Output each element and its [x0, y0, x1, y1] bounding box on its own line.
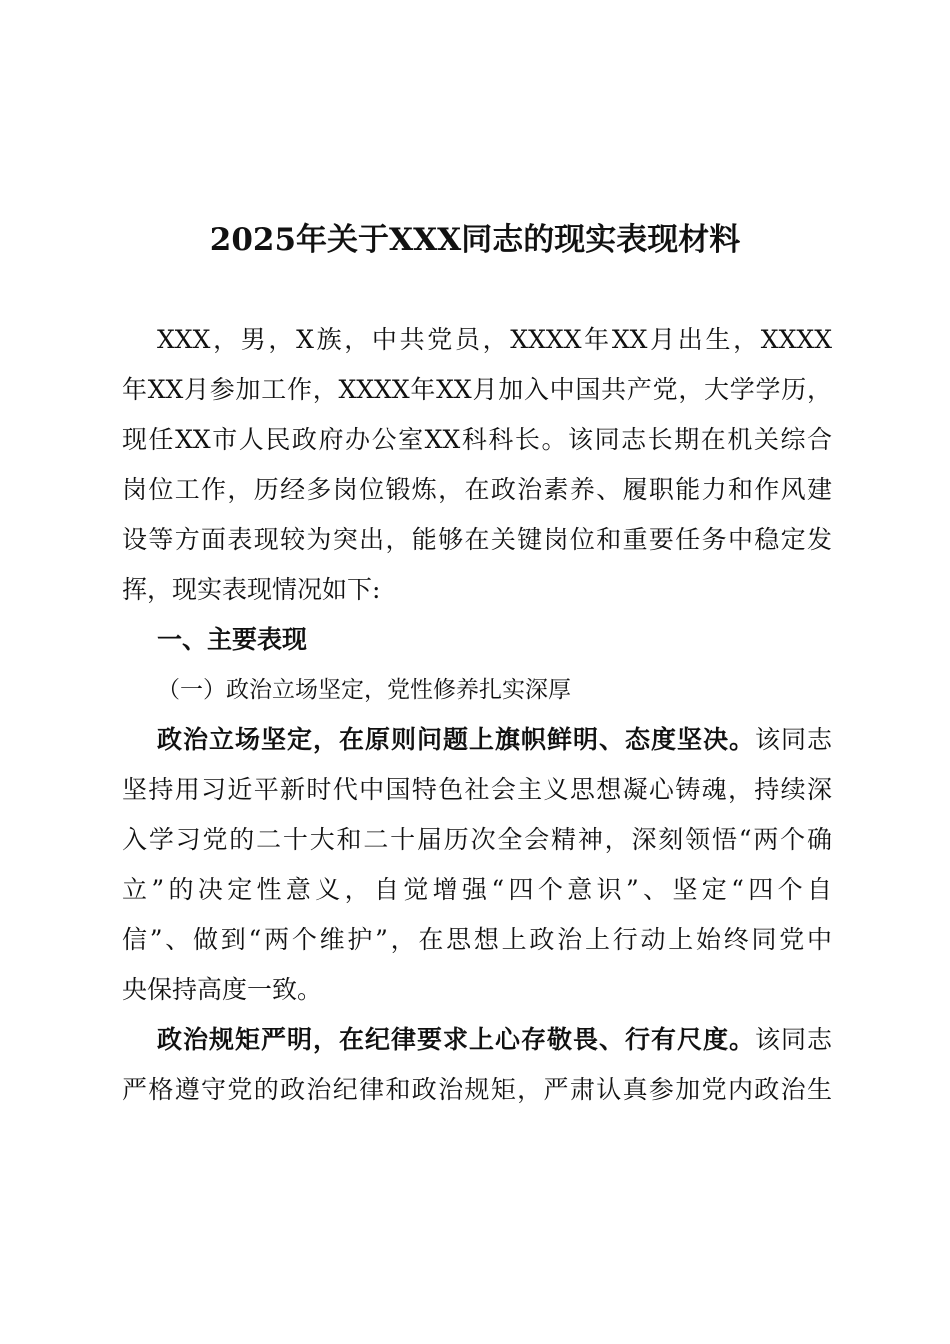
text-line: 严格遵守党的政治纪律和政治规矩，严肃认真参加党内政治生: [122, 1075, 832, 1104]
text-line: [157, 715, 832, 765]
paragraph-political-stance: [122, 715, 832, 1015]
text-line: 入学习党的二十大和二十届历次全会精神，深刻领悟“两个确: [122, 825, 832, 854]
bold-lead: 政治规矩严明，在纪律要求上心存敬畏、行有尺度。: [157, 1025, 755, 1054]
text-line: 年XX月参加工作，XXXX年XX月加入中国共产党，大学学历，: [122, 375, 832, 404]
section-heading: 一、主要表现: [157, 625, 308, 654]
text-line: 设等方面表现较为突出，能够在关键岗位和重要任务中稳定发: [122, 525, 832, 554]
text-line: 立”的决定性意义，自觉增强“四个意识”、坚定“四个自: [122, 875, 833, 904]
text-line: 央保持高度一致。: [122, 975, 323, 1004]
document-body: [122, 315, 832, 1115]
text-line: 现任XX市人民政府办公室XX科科长。该同志长期在机关综合: [122, 425, 832, 454]
text-run: 该同志: [754, 1025, 832, 1054]
intro-paragraph: [122, 315, 832, 615]
subsection-heading: （一）政治立场坚定，党性修养扎实深厚: [157, 677, 571, 703]
text-line: 坚持用习近平新时代中国特色社会主义思想凝心铸魂，持续深: [122, 775, 832, 804]
text-line: [157, 1015, 832, 1065]
text-line: XXX，男，X族，中共党员，XXXX年XX月出生，XXXX: [157, 325, 832, 354]
text-line: 岗位工作，历经多岗位锻炼，在政治素养、履职能力和作风建: [122, 475, 832, 504]
text-line: 挥，现实表现情况如下:: [122, 575, 381, 604]
text-run: 该同志: [754, 725, 832, 754]
bold-lead: 政治立场坚定，在原则问题上旗帜鲜明、态度坚决。: [157, 725, 755, 754]
document-title: 2025年关于XXX同志的现实表现材料: [209, 222, 741, 258]
text-line: 信”、做到“两个维护”，在思想上政治上行动上始终同党中: [122, 925, 832, 954]
paragraph-political-discipline: [122, 1015, 832, 1115]
